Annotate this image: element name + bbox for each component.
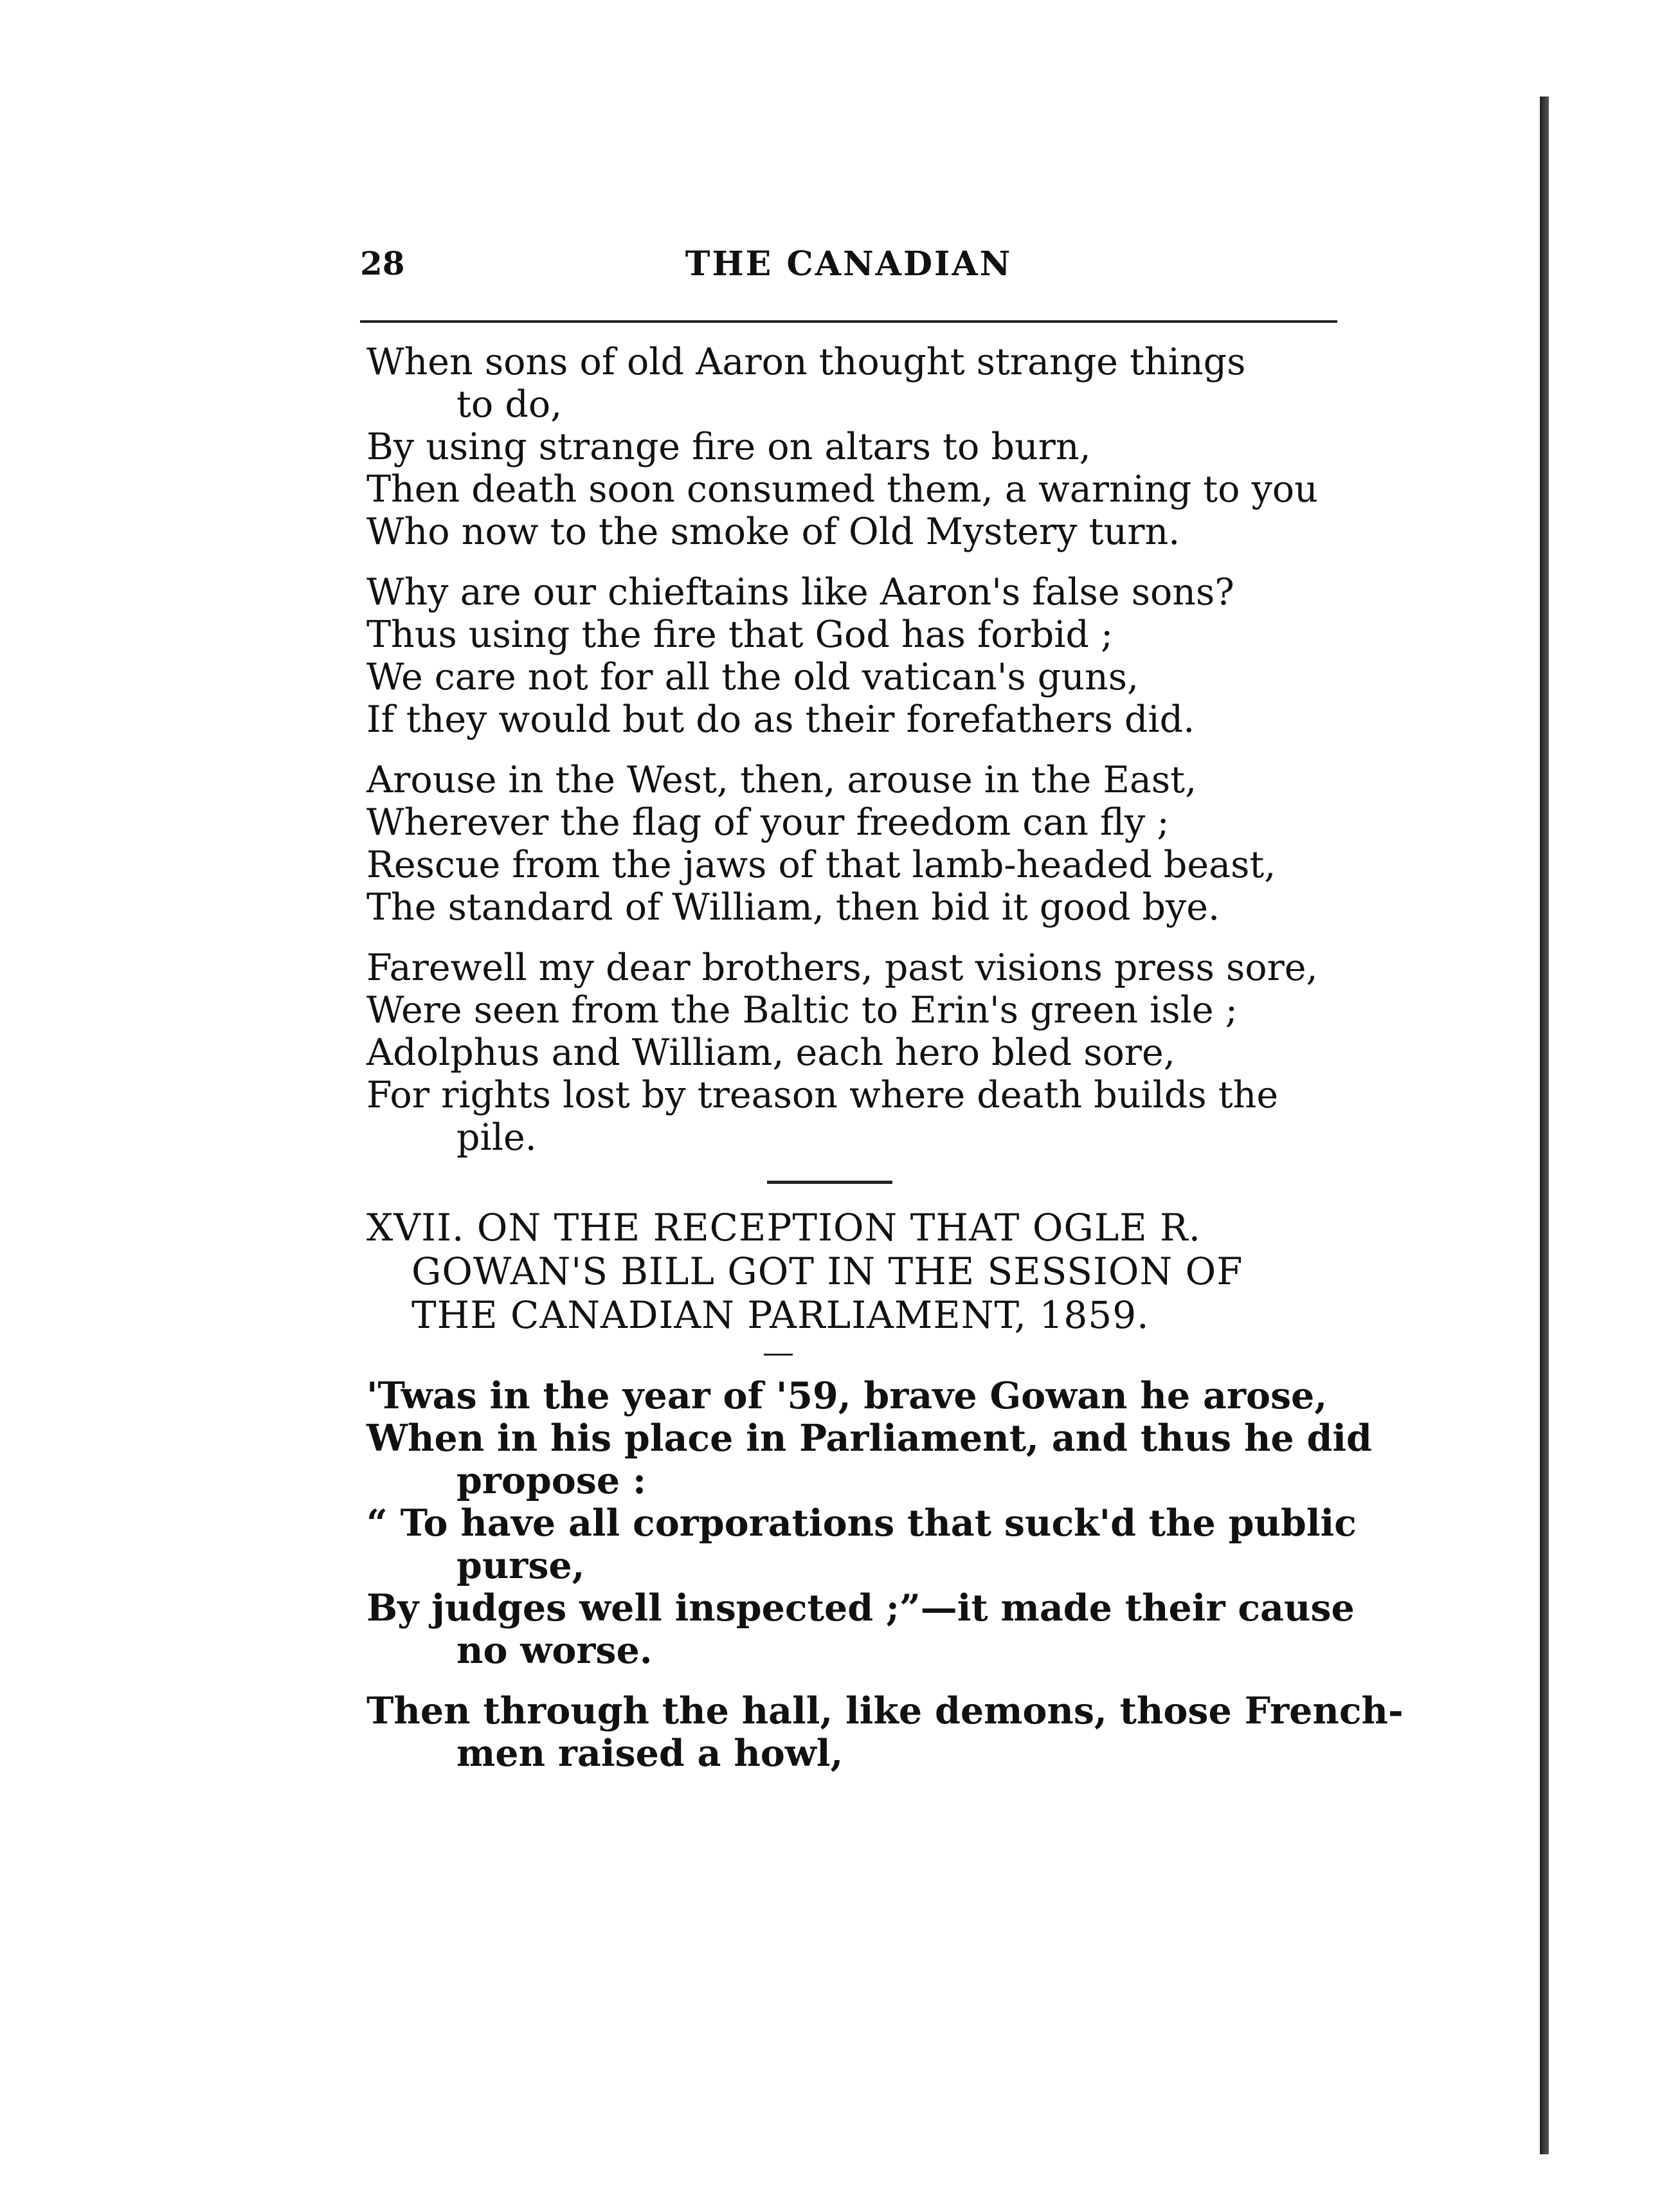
verse-line: to do, (456, 383, 563, 426)
verse-line: Wherever the flag of your freedom can fly ; (366, 801, 1170, 844)
verse-line: If they would but do as their forefathers did. (366, 698, 1195, 741)
header-rule (360, 320, 1337, 323)
heading-line: GOWAN'S BILL GOT IN THE SESSION OF (411, 1249, 1243, 1293)
verse-line: By using strange fire on altars to burn, (366, 426, 1091, 468)
page-body (366, 341, 1404, 1793)
verse-line: Rescue from the jaws of that lamb-headed beast, (366, 844, 1276, 886)
section-heading (366, 1206, 1344, 1337)
binding-edge-shadow (1540, 96, 1549, 2154)
verse-line: Who now to the smoke of Old Mystery turn. (366, 511, 1180, 553)
verse-line: Adolphus and William, each hero bled sore, (366, 1031, 1175, 1074)
running-title: THE CANADIAN (685, 244, 1013, 284)
stanza (366, 947, 1344, 1159)
verse-line: Thus using the fire that God has forbid ; (366, 613, 1114, 656)
heading-rule (764, 1354, 793, 1356)
verse-line: Were seen from the Baltic to Erin's green isle ; (366, 989, 1238, 1031)
verse-line: Arouse in the West, then, arouse in the East, (366, 759, 1197, 801)
verse-line: 'Twas in the year of '59, brave Gowan he arose, (366, 1374, 1328, 1417)
page-number: 28 (360, 244, 405, 282)
section-divider (767, 1181, 892, 1184)
verse-line: Farewell my dear brothers, past visions press sore, (366, 947, 1318, 989)
stanza (366, 1689, 1404, 1775)
verse-line: For rights lost by treason where death builds the (366, 1074, 1279, 1116)
verse-line: Why are our chieftains like Aaron's false sons? (366, 571, 1234, 613)
stanza (366, 341, 1344, 553)
verse-line: When in his place in Parliament, and thus he did (366, 1417, 1372, 1460)
verse-line: When sons of old Aaron thought strange things (366, 341, 1246, 383)
verse-line: Then through the hall, like demons, those French- (366, 1689, 1404, 1732)
verse-line: Then death soon consumed them, a warning to you (366, 468, 1318, 511)
heading-line: XVII. ON THE RECEPTION THAT OGLE R. (366, 1206, 1202, 1249)
stanza (366, 571, 1344, 741)
verse-line: We care not for all the old vatican's guns, (366, 656, 1139, 698)
page-header (360, 244, 1337, 296)
verse-line: By judges well inspected ;”—it made their cause (366, 1586, 1355, 1630)
stanza (366, 1374, 1372, 1672)
verse-line: pile. (456, 1116, 537, 1159)
verse-line: The standard of William, then bid it good bye. (366, 886, 1220, 929)
verse-line: men raised a howl, (456, 1732, 844, 1775)
verse-line: “ To have all corporations that suck'd the public (366, 1502, 1357, 1545)
heading-line: THE CANADIAN PARLIAMENT, 1859. (411, 1293, 1150, 1337)
verse-line: propose : (456, 1459, 647, 1502)
verse-line: purse, (456, 1544, 585, 1587)
verse-line: no worse. (456, 1629, 653, 1672)
stanza (366, 759, 1344, 929)
